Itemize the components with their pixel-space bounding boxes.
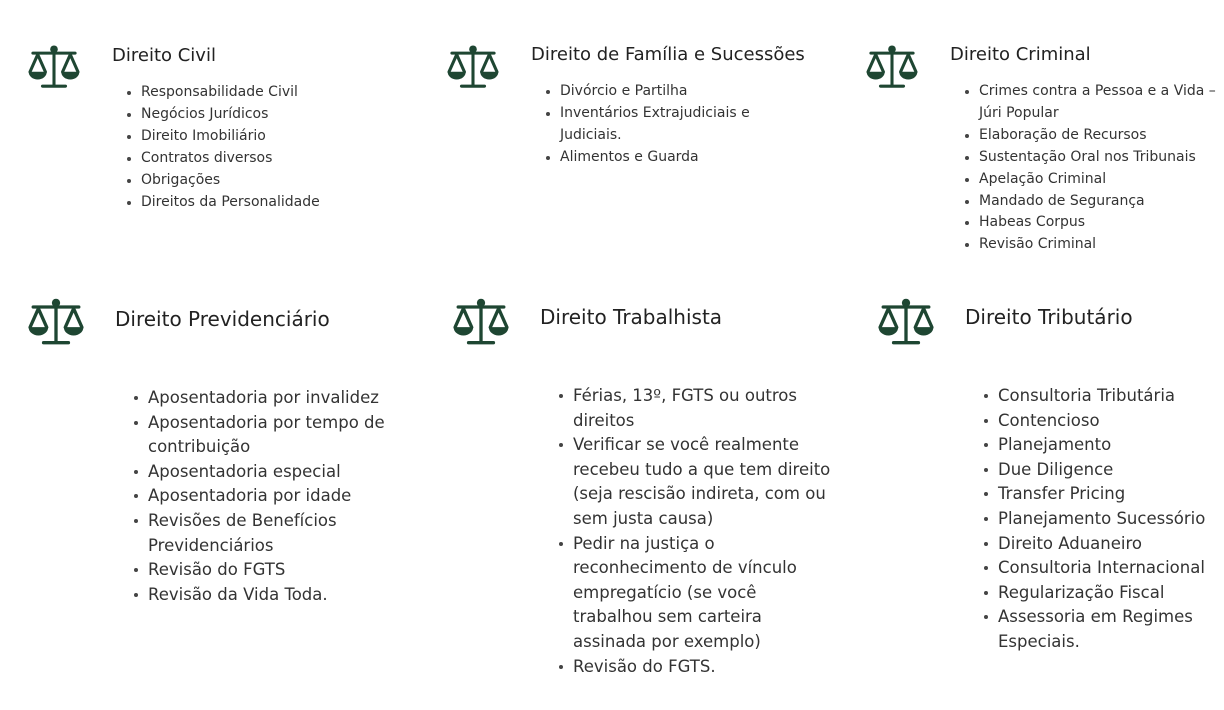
service-card-direito-previdenciario — [27, 297, 427, 617]
service-list — [559, 384, 834, 679]
service-card-direito-criminal — [865, 44, 1220, 264]
list-item: Planejamento — [984, 433, 1224, 458]
list-item: Elaboração de Recursos — [965, 125, 1219, 147]
card-title: Direito Tributário — [965, 305, 1133, 329]
service-list — [984, 384, 1224, 655]
list-item: Aposentadoria especial — [134, 460, 414, 485]
list-item: Direito Aduaneiro — [984, 532, 1224, 557]
list-item: Revisão do FGTS. — [559, 655, 834, 680]
card-title: Direito Civil — [112, 45, 216, 66]
service-card-direito-trabalhista — [452, 297, 852, 697]
list-item: Contratos diversos — [127, 148, 427, 170]
service-list — [965, 81, 1219, 256]
service-card-direito-civil — [27, 44, 417, 224]
card-title: Direito Previdenciário — [115, 307, 330, 331]
list-item: Revisão do FGTS — [134, 558, 414, 583]
list-item: Obrigações — [127, 170, 427, 192]
list-item: Sustentação Oral nos Tribunais — [965, 147, 1219, 169]
list-item: Divórcio e Partilha — [546, 81, 761, 103]
list-item: Inventários Extrajudiciais e Judiciais. — [546, 103, 761, 147]
list-item: Crimes contra a Pessoa e a Vida – Júri Popular — [965, 81, 1219, 125]
list-item: Revisão Criminal — [965, 234, 1219, 256]
list-item: Aposentadoria por invalidez — [134, 386, 414, 411]
list-item: Revisões de Benefícios Previdenciários — [134, 509, 414, 558]
service-list — [127, 82, 427, 213]
list-item: Aposentadoria por idade — [134, 484, 414, 509]
scales-of-justice-icon — [877, 297, 935, 347]
scales-of-justice-icon — [27, 44, 81, 90]
service-card-direito-tributario — [877, 297, 1222, 677]
card-title: Direito de Família e Sucessões — [531, 44, 805, 65]
list-item: Habeas Corpus — [965, 212, 1219, 234]
list-item: Due Diligence — [984, 458, 1224, 483]
scales-of-justice-icon — [446, 44, 500, 90]
list-item: Pedir na justiça o reconhecimento de vínculo empregatício (se você trabalhou sem carteira assinada por exemplo) — [559, 532, 834, 655]
list-item: Apelação Criminal — [965, 169, 1219, 191]
list-item: Consultoria Tributária — [984, 384, 1224, 409]
scales-of-justice-icon — [865, 44, 919, 90]
scales-of-justice-icon — [27, 297, 85, 347]
list-item: Direitos da Personalidade — [127, 192, 427, 214]
service-list — [546, 81, 761, 169]
list-item: Responsabilidade Civil — [127, 82, 427, 104]
list-item: Planejamento Sucessório — [984, 507, 1224, 532]
list-item: Consultoria Internacional — [984, 556, 1224, 581]
scales-of-justice-icon — [452, 297, 510, 347]
list-item: Assessoria em Regimes Especiais. — [984, 605, 1224, 654]
card-title: Direito Criminal — [950, 44, 1091, 65]
service-card-direito-familia — [446, 44, 846, 184]
list-item: Férias, 13º, FGTS ou outros direitos — [559, 384, 834, 433]
list-item: Direito Imobiliário — [127, 126, 427, 148]
list-item: Contencioso — [984, 409, 1224, 434]
list-item: Verificar se você realmente recebeu tudo a que tem direito (seja rescisão indireta, com ou sem justa causa) — [559, 433, 834, 531]
list-item: Alimentos e Guarda — [546, 147, 761, 169]
service-list — [134, 386, 414, 607]
list-item: Aposentadoria por tempo de contribuição — [134, 411, 414, 460]
list-item: Negócios Jurídicos — [127, 104, 427, 126]
card-title: Direito Trabalhista — [540, 305, 723, 329]
list-item: Mandado de Segurança — [965, 191, 1219, 213]
list-item: Transfer Pricing — [984, 482, 1224, 507]
list-item: Regularização Fiscal — [984, 581, 1224, 606]
list-item: Revisão da Vida Toda. — [134, 583, 414, 608]
